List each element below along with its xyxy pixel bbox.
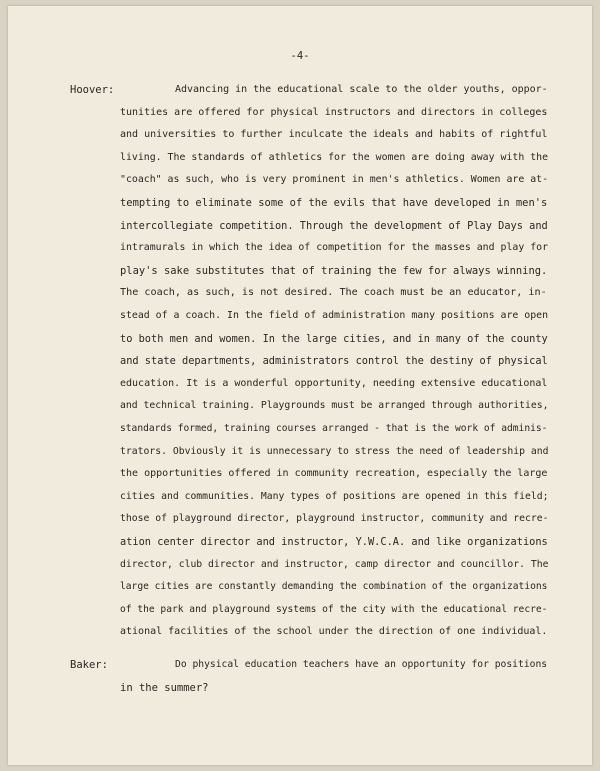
text-line: "coach" as such, who is very prominent in men's athletics. Women are at-	[120, 174, 549, 186]
text-line: intercollegiate competition. Through the development of Play Days and	[120, 219, 548, 232]
text-line: Do physical education teachers have an opportunity for positions	[175, 659, 548, 670]
text-line: those of playground director, playground instructor, community and recre-	[120, 513, 549, 525]
text-line: stead of a coach. In the field of administration many positions are open	[120, 310, 549, 321]
text-line: intramurals in which the idea of competition for the masses and play for	[120, 242, 549, 254]
text-line: to both men and women. In the large cities, and in many of the county	[120, 332, 548, 345]
text-line: and state departments, administrators control the destiny of physical	[120, 355, 548, 368]
text-line: director, club director and instructor, camp director and councillor. The	[120, 558, 549, 570]
text-line: trators. Obviously it is unnecessary to stress the need of leadership and	[120, 445, 549, 457]
speaker-label: Baker:	[70, 659, 108, 671]
speaker-label: Hoover:	[70, 84, 115, 96]
text-line: The coach, as such, is not desired. The coach must be an educator, in-	[120, 287, 547, 299]
text-line: cities and communities. Many types of positions are opened in this field;	[120, 490, 549, 502]
text-line: and universities to further inculcate the ideals and habits of rightful	[120, 129, 548, 141]
text-line: in the summer?	[120, 681, 209, 694]
text-line: play's sake substitutes that of training the few for always winning.	[120, 264, 548, 277]
text-line: large cities are constantly demanding the combination of the organizations	[120, 581, 548, 593]
text-line: and technical training. Playgrounds must be arranged through authorities,	[120, 400, 549, 412]
text-line: Advancing in the educational scale to the older youths, oppor-	[175, 84, 548, 95]
text-line: tunities are offered for physical instructors and directors in colleges	[120, 106, 548, 118]
text-line: standards formed, training courses arranged - that is the work of adminis-	[120, 423, 548, 434]
text-line: tempting to eliminate some of the evils that have developed in men's	[120, 197, 548, 209]
text-line: education. It is a wonderful opportunity, needing extensive educational	[120, 377, 548, 389]
text-line: living. The standards of athletics for the women are doing away with the	[120, 151, 549, 163]
page-number: -4-	[290, 50, 310, 62]
text-line: of the park and playground systems of the city with the educational recre-	[120, 603, 548, 615]
text-line: ational facilities of the school under the direction of one individual.	[120, 626, 548, 638]
text-line: ation center director and instructor, Y.W.C.A. and like organizations	[120, 536, 548, 548]
text-line: the opportunities offered in community recreation, especially the large	[120, 468, 548, 480]
